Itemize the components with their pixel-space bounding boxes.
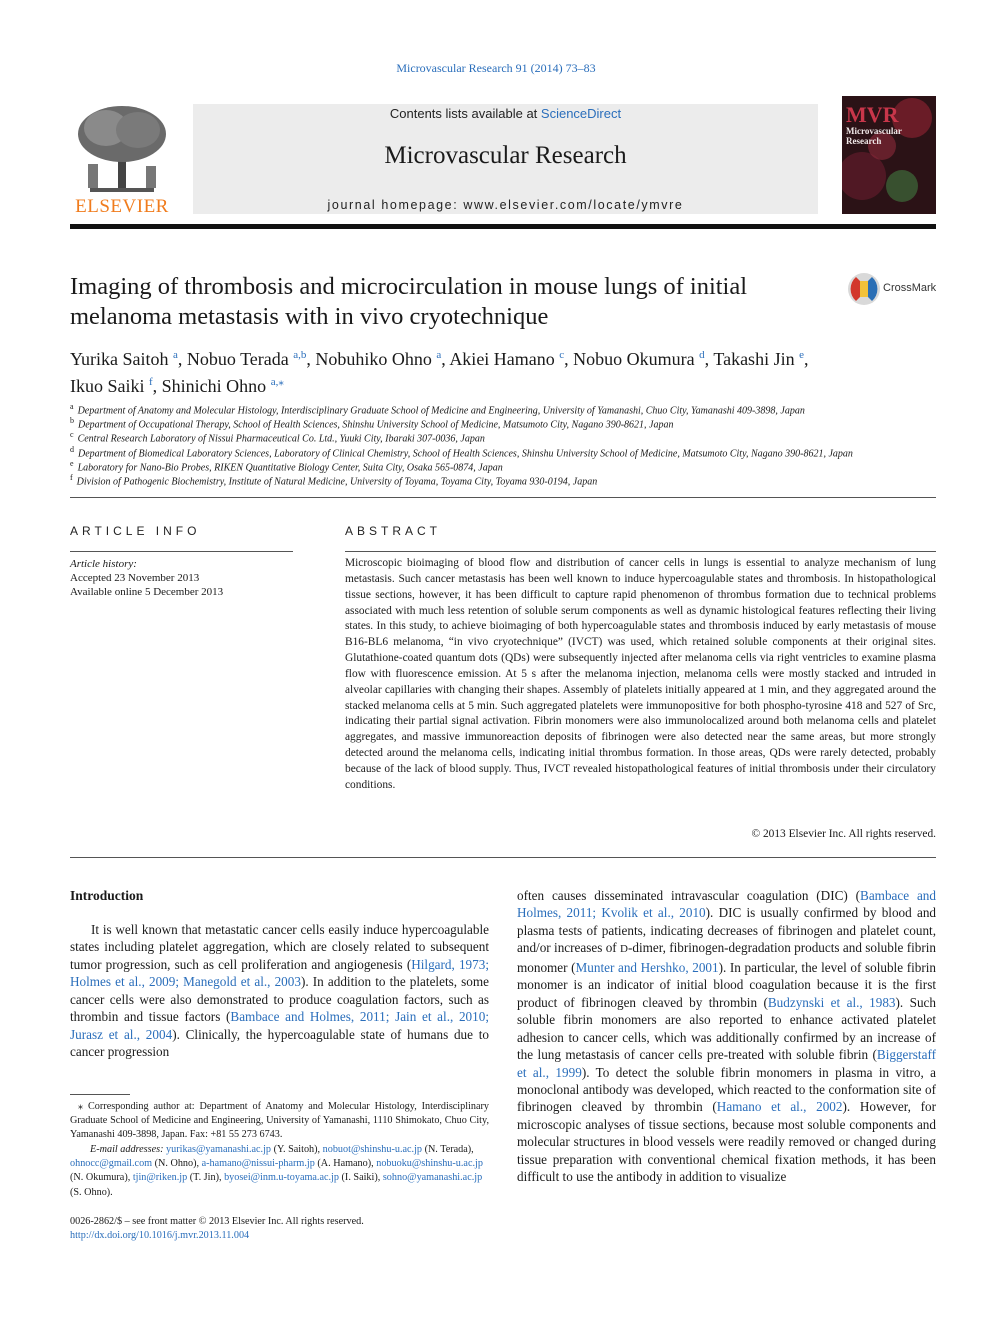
abstract-rule (345, 551, 936, 552)
intro-text: It is well known that metastatic cancer cells easily induce hypercoagulable states including platelet aggregation, which are closely related to subsequent tumor progression, such as cell proliferation and angiogenesis ( (70, 922, 489, 972)
affiliation-key: f (70, 473, 73, 482)
ref-link[interactable]: Budzynski et al., 1983 (767, 994, 896, 1010)
abstract-copyright: © 2013 Elsevier Inc. All rights reserved. (751, 828, 936, 840)
affiliation-text: Department of Occupational Therapy, School of Health Sciences, Shinshu University School of Medicine, Matsumoto City, Nagano 390-8621, Japan (78, 419, 674, 431)
intro-text: ). In addition to the platelets, some cancer cells were also demonstrated to produce coagulation factors, such as thrombin and tissue factors ( (70, 974, 489, 1025)
intro-text: ). Such soluble fibrin monomers are also reported to enhance activated platelet adhesion to cancer cells, which was additionally confirmed by an increase of the lung metastasis of cancer cells pre-treated with soluble fibrin ( (517, 994, 936, 1063)
author-separator: , (177, 349, 187, 369)
abstract-bottom-rule (70, 857, 936, 858)
email-owner: (T. Jin), (187, 1172, 225, 1184)
abstract-heading: ABSTRACT (345, 524, 442, 538)
crossmark-icon (846, 271, 882, 307)
affiliation-key: d (70, 444, 74, 454)
sciencedirect-link[interactable]: ScienceDirect (540, 106, 622, 121)
affiliation-item (70, 471, 936, 489)
affiliation-key: e (70, 458, 74, 468)
article-info-rule (70, 551, 293, 552)
author-affiliation-mark[interactable]: a,⁎ (270, 376, 284, 388)
email-addresses (70, 1143, 489, 1200)
cover-title-line1: Microvascular (846, 126, 902, 136)
accepted-date: Accepted 23 November 2013 (70, 572, 200, 584)
introduction-heading: Introduction (70, 888, 144, 903)
authors-line-1 (70, 344, 936, 371)
affiliation-text: Department of Anatomy and Molecular Histology, Interdisciplinary Graduate School of Medicine and Engineering, University of Yamanashi, Chuo City, Yamanashi 409-3898, Japan (77, 405, 805, 417)
d-dimer-prefix: D (620, 943, 628, 956)
crossmark-badge[interactable] (846, 271, 936, 307)
author-name: Yurika Saitoh (70, 349, 173, 369)
author-name: Shinichi Ohno (161, 376, 271, 396)
email-link[interactable]: tjin@riken.jp (132, 1172, 188, 1184)
email-link[interactable]: a-hamano@nissui-pharm.jp (201, 1158, 315, 1170)
footnote-rule (70, 1094, 130, 1095)
affiliation-text: Laboratory for Nano-Bio Probes, RIKEN Quantitative Biology Center, Suita City, Osaka 565-0874, Japan (77, 462, 503, 474)
email-owner: (I. Saiki), (338, 1172, 383, 1184)
affiliation-text: Department of Biomedical Laboratory Sciences, Laboratory of Clinical Chemistry, School of Health Sciences, Shinshu University School of Medicine, Matsumoto City, Nagano 390-8621, Japan (78, 447, 853, 459)
author-name: Ikuo Saiki (70, 376, 149, 396)
author-separator: , (441, 349, 450, 369)
email-link[interactable]: nobuot@shinshu-u.ac.jp (322, 1144, 423, 1155)
journal-citation[interactable]: Microvascular Research 91 (2014) 73–83 (396, 61, 596, 75)
contents-prefix: Contents lists available at (389, 106, 541, 121)
affiliation-key: c (70, 430, 74, 440)
email-owner: (Y. Saitoh), (271, 1144, 323, 1155)
cover-letters: MVR (846, 102, 899, 127)
cover-title (846, 126, 902, 146)
author-affiliation-mark[interactable]: a,b (293, 349, 307, 361)
journal-cover-image (842, 96, 936, 214)
intro-text: ). Clinically, the hypercoagulable state of humans due to cancer progression (70, 1026, 489, 1060)
intro-right-paragraph (517, 887, 936, 1186)
intro-left-paragraph (70, 921, 489, 1061)
intro-text: ). However, for microscopic analyses of tissue sections, because most soluble components and molecular structures in blood vessels were readily removed or changed during tissue preparation with conventional chemical fixation methods, it has been difficult to use the antibody in addition to visualize (517, 1099, 936, 1185)
author-separator: , (306, 349, 316, 369)
author-name: Nobuo Terada (186, 349, 294, 369)
contents-line (193, 106, 818, 121)
author-name: Nobuhiko Ohno (315, 349, 437, 369)
doi-link[interactable]: http://dx.doi.org/10.1016/j.mvr.2013.11.004 (70, 1230, 250, 1241)
article-history-label: Article history: (70, 558, 137, 570)
author-affiliation-mark[interactable]: c (559, 349, 565, 361)
email-owner: (S. Ohno). (70, 1186, 113, 1198)
intro-text: often causes disseminated intravascular coagulation (DIC) ( (517, 888, 861, 903)
intro-text: ). To detect the soluble fibrin monomers in plasma in vitro, a monoclonal antibody was developed, which reacted to the conformation site of fibrinogen cleaved by thrombin ( (517, 1064, 936, 1115)
ref-link[interactable]: Hamano et al., 2002 (716, 1099, 843, 1115)
email-owner: (A. Hamano), (314, 1158, 377, 1170)
ref-link[interactable]: Biggerstaff et al., 1999 (517, 1047, 936, 1080)
email-link[interactable]: sohno@yamanashi.ac.jp (382, 1172, 483, 1184)
author-affiliation-mark[interactable]: f (149, 376, 153, 388)
ref-link[interactable]: Munter and Hershko, 2001 (575, 959, 719, 975)
email-owner: (N. Terada), (422, 1144, 474, 1155)
affiliation-key: b (70, 416, 74, 426)
email-label: E-mail addresses: (90, 1144, 164, 1155)
abstract-text: Microscopic bioimaging of blood flow and distribution of cancer cells in lungs is essential to analyze mechanism of lung metastasis. Such cancer metastasis has been well known to induce hypercoagulable states and thrombosis. In histopathological tissue sections, however, it has been difficult to capture rapid phenomenon of thrombus formation due to technical problems associated with much less retention of soluble serum components as well as dynamic histological features reflecting their living states. In this study, to achieve bioimaging of both hypercoagulable states and thrombosis induced by early metastasis of mouse B16-BL6 melanoma, “in vivo cryotechnique” (IVCT) was used, which retained soluble components at their original sites. Glutathione-coated quantum dots (QDs) were subsequently injected after melanoma cells via right ventricles to examine plasma flow with fluorescence emission. At 5 s after the melanoma injection, melanoma cells were mostly stacked and intruded in alveolar capillaries with changing their shapes. Assembly of platelets initially appeared at 1 min, and they aggregated around the stacked melanoma cells at 5 min. Such aggregated platelets were immunopositive for both phospho-tyrosine 418 and 527 of Src, indicating their partial signal activation. Fibrin monomers were also immunolocalized around both melanoma cells and platelet aggregates, and massive immunoreaction deposits of fibrinogen were also detected near the same areas, but more strongly detected around the melanoma cells, indicating initial thrombus formation. In those areas, QDs were rarely detected, probably because of the lack of blood supply. Thus, IVCT revealed histopathological features of initial thrombosis under their circulatory conditions. (345, 557, 936, 791)
intro-text: ). DIC is usually confirmed by blood and plasma tests of patients, indicating decreases of fibrinogen and platelet count, and/or increases of (517, 905, 937, 956)
author-separator: , (152, 376, 162, 396)
ref-link[interactable]: Bambace and Holmes, 2011; Jain et al., 2010; Jurasz et al., 2004 (70, 1009, 490, 1042)
affiliation-key: a (70, 402, 74, 411)
author-separator: , (803, 349, 809, 369)
journal-homepage[interactable]: journal homepage: www.elsevier.com/locate/ymvre (327, 198, 684, 212)
cover-title-line2: Research (846, 136, 882, 146)
author-name: Takashi Jin (713, 349, 800, 369)
email-owner: (N. Okumura), (70, 1172, 133, 1184)
elsevier-wordmark: ELSEVIER (75, 196, 169, 217)
author-list (70, 344, 936, 398)
author-affiliation-mark[interactable]: a (436, 349, 442, 361)
author-name: Akiei Hamano (449, 349, 560, 369)
email-link[interactable]: nobuoku@shinshu-u.ac.jp (376, 1158, 483, 1170)
author-name: Nobuo Okumura (573, 349, 700, 369)
affiliation-rule (70, 497, 936, 498)
intro-text: ). In particular, the level of soluble fibrin monomer is an indicator of initial blood coagulation because it is the first product of fibrinogen cleaved by thrombin ( (517, 959, 936, 1010)
ref-link[interactable]: Hilgard, 1973; Holmes et al., 2009; Manegold et al., 2003 (70, 956, 489, 990)
author-separator: , (564, 349, 574, 369)
journal-title: Microvascular Research (384, 142, 627, 169)
email-link[interactable]: byosei@inm.u-toyama.ac.jp (224, 1172, 339, 1184)
authors-line-2 (70, 371, 936, 398)
front-matter-note: 0026-2862/$ – see front matter © 2013 Elsevier Inc. All rights reserved. (70, 1216, 364, 1227)
affiliation-text: Division of Pathogenic Biochemistry, Institute of Natural Medicine, University of Toyama, Toyama City, Toyama 930-0194, Japan (76, 476, 598, 488)
corresponding-author-note: ⁎ Corresponding author at: Department of Anatomy and Molecular Histology, Interdisciplinary Graduate School of Medicine and Engineering, University of Yamanashi, 1110 Shimokato, Chuo City, Yamanashi 409-3898, Japan. Fax: +81 55 273 6743. (70, 1101, 489, 1141)
email-link[interactable]: ohnocc@gmail.com (70, 1158, 153, 1170)
email-link[interactable]: yurikas@yamanashi.ac.jp (166, 1144, 272, 1155)
intro-text: -dimer, fibrinogen-degradation products and soluble fibrin monomer ( (517, 940, 936, 975)
available-online-date: Available online 5 December 2013 (70, 586, 224, 598)
ref-link[interactable]: Bambace and Holmes, 2011; Kvolik et al., 2010 (517, 888, 936, 921)
crossmark-label: CrossMark (883, 282, 937, 294)
header-rule (70, 224, 936, 229)
email-owner: (N. Ohno), (152, 1158, 202, 1170)
article-info-heading: ARTICLE INFO (70, 524, 201, 538)
affiliation-text: Central Research Laboratory of Nissui Pharmaceutical Co. Ltd., Yuuki City, Ibaraki 307-0036, Japan (77, 433, 485, 445)
author-separator: , (704, 349, 714, 369)
article-title: Imaging of thrombosis and microcirculation in mouse lungs of initial melanoma metastasis with in vivo cryotechnique (70, 273, 748, 330)
author-affiliation-mark[interactable]: d (699, 349, 705, 361)
author-affiliation-mark[interactable]: a (173, 349, 178, 361)
author-affiliation-mark[interactable]: e (799, 349, 804, 361)
